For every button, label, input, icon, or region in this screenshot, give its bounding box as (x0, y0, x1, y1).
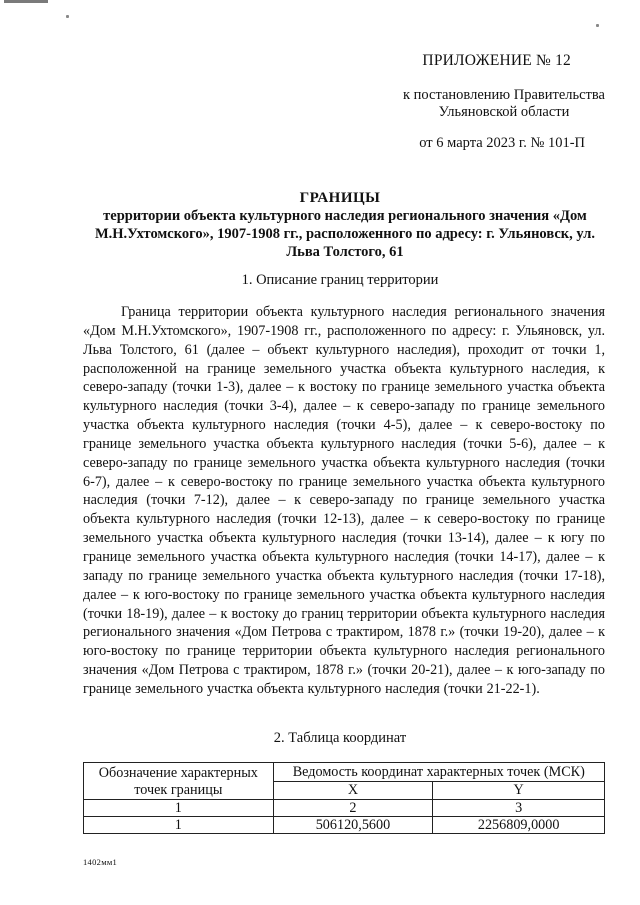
decree-line-1: к постановлению Правительства (403, 87, 605, 103)
x-header-cell: X (273, 781, 433, 800)
table-index-row (84, 800, 605, 817)
footer-code: 1402мм1 (83, 857, 118, 867)
y-cell: 2256809,0000 (433, 817, 605, 834)
document-title: ГРАНИЦЫ (299, 190, 381, 206)
decree-line-2: Ульяновской области (438, 104, 570, 120)
boundary-description: Граница территории объекта культурного наследия регионального значения «Дом М.Н.Ухтомского», 1907-1908 гг., расположенного по адресу: г. Ульяновск, ул. Льва Толстого, 61 (далее – объект культурного наследия), проходит от точки 1, расположенной на границе земельного участка объекта культурного наследия, к северо-западу (точки 1-3), далее – к востоку по границе земельного участка объекта культурного наследия (точки 3-4), далее – к северо-западу по границе земельного участка объекта культурного наследия (точки 4-5), далее – к северо-востоку по границе земельного участка объекта культурного наследия (точки 5-6), далее – к северо-западу по границе земельного участка объекта культурного наследия (точки 6-7), далее – к северо-востоку по границе земельного участка объекта культурного наследия (точки 7-12), далее – к северо-западу по границе земельного участка объекта культурного наследия (точки 12-13), далее – к северо-востоку по границе земельного участка объекта культурного наследия (точки 13-14), далее – к югу по границе земельного участка объекта культурного наследия (точки 14-17), далее – к западу по границе земельного участка объекта культурного наследия (точки 17-18), далее – к юго-востоку по границе земельного участка объекта культурного наследия (точки 18-19), далее – к востоку до границ территории объекта культурного наследия регионального значения «Дом Петрова с трактиром, 1878 г.» (точки 19-20), далее – к юго-востоку по границе территории объекта культурного наследия регионального значения «Дом Петрова с трактиром, 1878 г.» (точки 20-21), далее – к юго-западу по границе земельного участка объекта культурного наследия (точки 21-22-1). (83, 304, 605, 697)
point-cell: 1 (84, 817, 274, 834)
scan-corner-mark (4, 0, 48, 3)
appendix-number: ПРИЛОЖЕНИЕ № 12 (422, 52, 571, 69)
document-subtitle: территории объекта культурного наследия регионального значения «Дом М.Н.Ухтомского», 1907-1908 гг., расположенного по адресу: г. Ульяновск, ул. Льва Толстого, 61 (94, 208, 596, 260)
y-header-cell: Y (433, 781, 605, 800)
index-cell: 1 (84, 800, 274, 817)
coord-group-header-cell: Ведомость координат характерных точек (МСК) (273, 763, 604, 782)
table-header-row (84, 763, 605, 782)
section-2-heading: 2. Таблица координат (273, 730, 407, 746)
index-cell: 2 (273, 800, 433, 817)
x-cell: 506120,5600 (273, 817, 433, 834)
decree-date: от 6 марта 2023 г. № 101-П (419, 135, 585, 151)
section-1-heading: 1. Описание границ территории (241, 272, 439, 288)
scan-speck (66, 15, 69, 18)
decree-reference (380, 87, 628, 121)
table-row (84, 817, 605, 834)
coordinates-table (83, 762, 605, 834)
scan-speck (596, 24, 599, 27)
index-cell: 3 (433, 800, 605, 817)
point-header-cell: Обозначение характерных точек границы (84, 763, 274, 800)
